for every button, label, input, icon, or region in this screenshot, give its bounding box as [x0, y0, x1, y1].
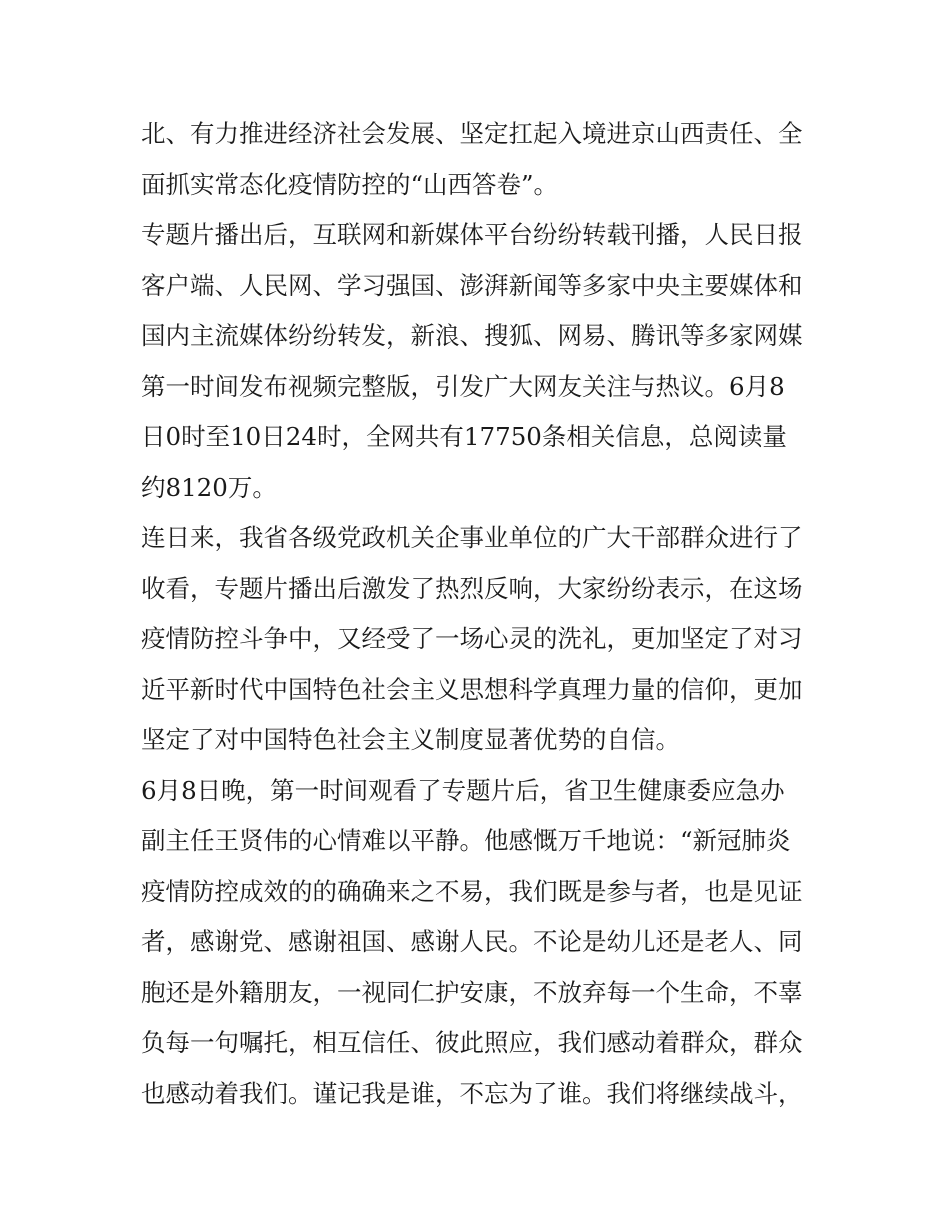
body-text [141, 109, 821, 1119]
text-line: 约8120万。 [141, 472, 277, 502]
text-line: 者，感谢党、感谢祖国、感谢人民。不论是幼儿还是老人、同 [141, 927, 803, 956]
text-line: 日0时至10日24时，全网共有17750条相关信息，总阅读量 [141, 422, 787, 451]
text-line: 疫情防控成效的的确确来之不易，我们既是参与者，也是见证 [141, 876, 803, 906]
text-line: 专题片播出后，互联网和新媒体平台纷纷转载刊播，人民日报 [141, 220, 803, 249]
text-line: 6月8日晚，第一时间观看了专题片后，省卫生健康委应急办 [141, 775, 785, 805]
text-line: 国内主流媒体纷纷转发，新浪、搜狐、网易、腾讯等多家网媒 [141, 321, 803, 350]
text-line: 近平新时代中国特色社会主义思想科学真理力量的信仰，更加 [141, 674, 803, 704]
text-line: 胞还是外籍朋友，一视同仁护安康，不放弃每一个生命，不辜 [141, 977, 803, 1007]
text-line: 北、有力推进经济社会发展、坚定扛起入境进京山西责任、全 [141, 119, 803, 148]
text-line: 客户端、人民网、学习强国、澎湃新闻等多家中央主要媒体和 [141, 270, 803, 300]
text-line: 面抓实常态化疫情防控的“山西答卷”。 [141, 169, 559, 199]
text-line: 也感动着我们。谨记我是谁，不忘为了谁。我们将继续战斗， [141, 1078, 803, 1108]
text-line: 疫情防控斗争中，又经受了一场心灵的洗礼，更加坚定了对习 [141, 624, 803, 653]
text-line: 第一时间发布视频完整版，引发广大网友关注与热议。6月8 [141, 371, 785, 401]
text-line: 连日来，我省各级党政机关企事业单位的广大干部群众进行了 [141, 523, 803, 552]
text-line: 收看，专题片播出后激发了热烈反响，大家纷纷表示，在这场 [141, 573, 803, 603]
text-line: 副主任王贤伟的心情难以平静。他感慨万千地说：“新冠肺炎 [141, 826, 791, 855]
text-line: 负每一句嘱托，相互信任、彼此照应，我们感动着群众，群众 [141, 1028, 803, 1057]
text-line: 坚定了对中国特色社会主义制度显著优势的自信。 [141, 725, 680, 754]
